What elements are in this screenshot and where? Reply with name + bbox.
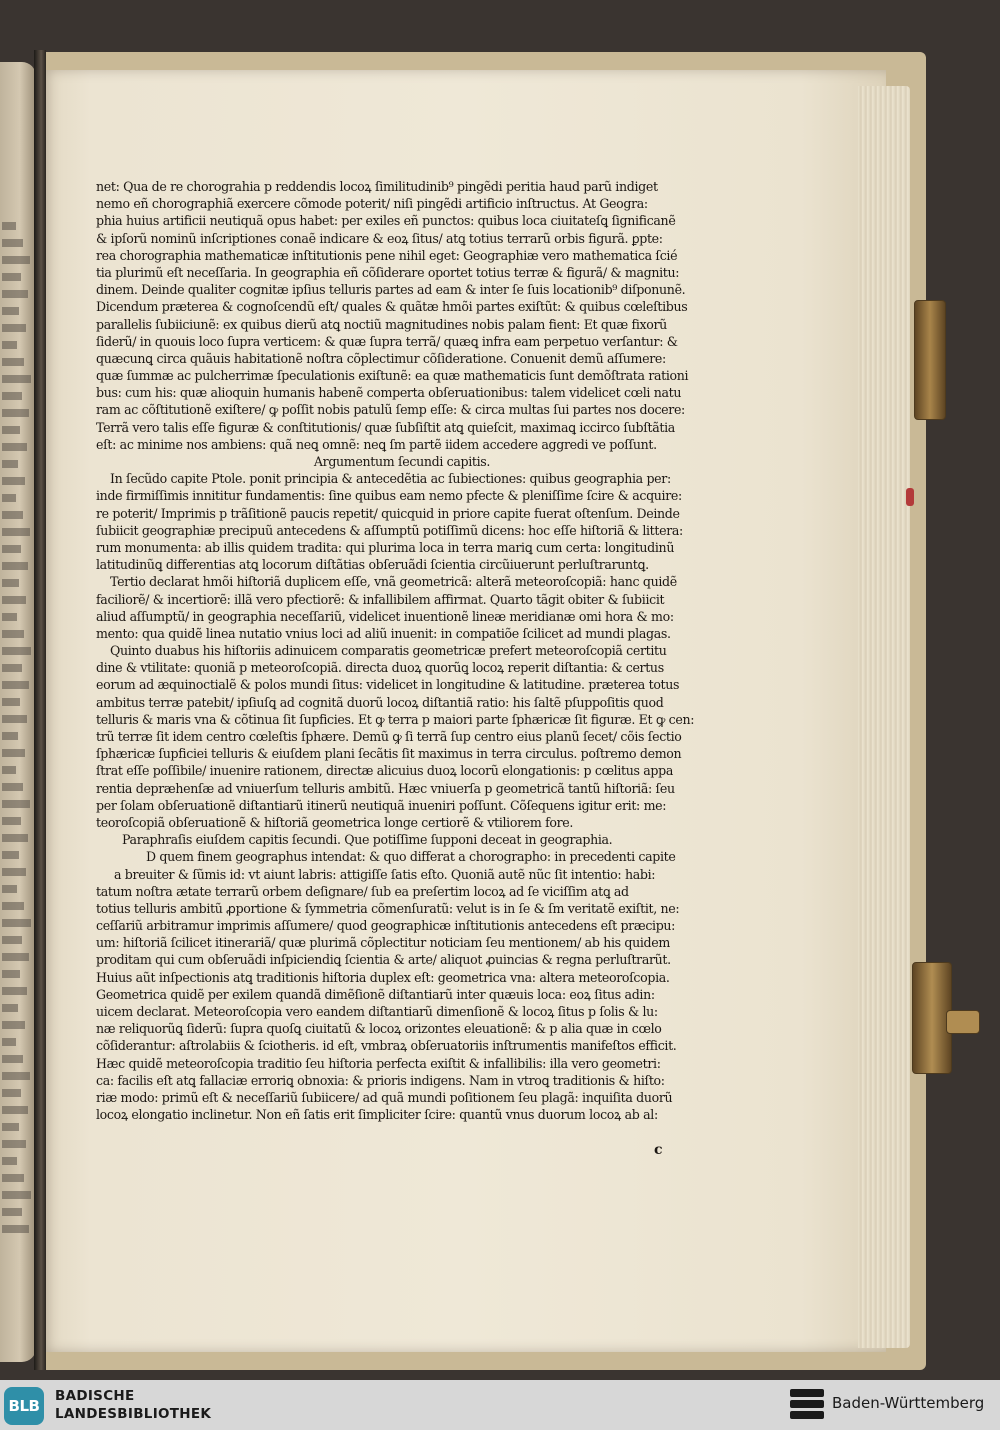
catchword: c [654, 1142, 663, 1158]
text-line: trũ terræ ſit idem centro cœleſtis ſphære. Demũ ꝙ ſi terrã ſup centro eius planũ ſecet/ cõis ſectio [96, 729, 682, 744]
previous-page-text-fragment [2, 239, 23, 247]
previous-page-text-fragment [2, 528, 30, 536]
previous-page-text-fragment [2, 987, 27, 995]
page-text-block [96, 178, 708, 1123]
previous-page-text-fragment [2, 715, 27, 723]
previous-page-text-fragment [2, 664, 22, 672]
page-edges [858, 86, 910, 1348]
previous-page-text-fragment [2, 562, 28, 570]
previous-page-text-fragment [2, 1191, 31, 1199]
text-line: D quem finem geographus intendat: & quo differat a chorographo: in precedenti capite [146, 849, 676, 865]
text-line: næ reliquorũꝗ ſiderũ: ſupra quoſꝗ ciuitatũ & locoꝝ orizontes eleuationẽ: & p alia quæ in cœlo [96, 1021, 662, 1037]
text-line: totius telluris ambitũ ꝓportione & ſymmetria cõmenſuratũ: velut is in ſe & ſm veritatẽ exiſtit, ne: [96, 900, 680, 916]
text-line: ambitus terræ patebit/ ipſiuſꝗ ad cognitã duorũ locoꝝ diſtantiã ratio: his ſaltẽ pſuppoſitis quod [96, 694, 664, 710]
text-line: dine & vtilitate: quoniã p meteoroſcopiã. directa duoꝝ quorũꝗ locoꝝ reperit diſtantia: & certus [96, 660, 664, 676]
previous-page-text-fragment [2, 1123, 19, 1131]
previous-page-text-fragment [2, 902, 24, 910]
previous-page-text-fragment [2, 868, 26, 876]
text-line: bus: cum his: quæ alioquin humanis habenẽ comperta obſeruationibus: talem videlicet cœli natu [96, 385, 682, 401]
previous-page-text-fragment [2, 1157, 17, 1165]
previous-page-text-fragment [2, 681, 29, 689]
previous-page-text-fragment [2, 1072, 30, 1080]
text-line: eſt: ac minime nos ambiens: quã neꝗ omnẽ: neꝗ ſm partẽ iidem accedere aggredi ve poſſunt. [96, 436, 657, 452]
text-line: a breuiter & ſũmis id: vt aiunt labris: attigiſſe ſatis eſto. Quoniã autẽ nũc ſit intentio: habi: [114, 866, 656, 882]
previous-page-text-fragment [2, 698, 20, 706]
text-line: ſubiicit geographiæ precipuũ antecedens & aſſumptũ potiſſimũ dicens: hoc eſſe hiſtoriã & littera: [96, 522, 683, 538]
previous-page-text-fragment [2, 494, 16, 502]
text-line: phia huius artificii neutiquã opus habet: per exiles eñ punctos: quibus loca ciuitateſꝗ ſignificanẽ [96, 213, 676, 229]
text-line: proditam qui cum obſeruãdi inſpiciendiꝗ ſcientia & arte/ aliquot ꝓuincias & regna perluſtrarũt. [96, 952, 671, 968]
blb-logo[interactable]: BLB [4, 1387, 44, 1425]
text-line: tia plurimũ eſt neceſſaria. In geographia eñ cõſiderare oportet totius terræ & figurã/ & magnitu: [96, 264, 680, 280]
text-line: ram ac cõſtitutionẽ exiſtere/ ꝙ poſſit nobis patulũ ſemp eſſe: & circa multas ſui partes nos docere: [96, 402, 685, 418]
previous-page-text-fragment [2, 647, 31, 655]
previous-page-text-fragment [2, 307, 19, 315]
text-line: aliud aſſumptũ/ in geographia neceſſariũ, videlicet inuentionẽ lineæ meridianæ omi hora & mo: [96, 608, 674, 624]
footer-bar [0, 1380, 1000, 1430]
text-line: In ſecũdo capite Ptole. ponit principia & antecedẽtia ac ſubiectiones: quibus geographia per: [110, 471, 671, 487]
previous-page-text-fragment [2, 1208, 22, 1216]
text-line: locoꝝ elongatio inclinetur. Non eñ ſatis erit ſimpliciter ſcire: quantũ vnus duorum locoꝝ ab al: [96, 1107, 658, 1123]
library-name-line1: BADISCHE [55, 1388, 135, 1404]
text-line: Quinto duabus his hiſtoriis adinuicem comparatis geometricæ prefert meteoroſcopiã certitu [110, 643, 667, 659]
previous-page-text-fragment [2, 375, 31, 383]
state-emblem-icon [790, 1386, 824, 1424]
previous-page-text-fragment [2, 1089, 21, 1097]
previous-page-text-fragment [2, 1106, 28, 1114]
previous-page-text-fragment [2, 766, 16, 774]
previous-page-text-fragment [2, 732, 18, 740]
text-line: ceſſariũ arbitramur imprimis aſſumere/ quod geographicæ inſtitutionis antecedens eſt præcipu: [96, 918, 676, 934]
previous-page-text-fragment [2, 409, 29, 417]
text-line: uicem declarat. Meteoroſcopia vero eandem diſtantiarũ dimenſionẽ & locoꝝ ſitus p ſolis & lu: [96, 1004, 658, 1019]
state-name[interactable]: Baden-Württemberg [832, 1394, 985, 1412]
previous-page-text-fragment [2, 596, 26, 604]
text-line: teoroſcopiã obſeruationẽ & hiſtoriã geometrica longe certiorẽ & vtiliorem fore. [96, 814, 574, 830]
previous-page-text-fragment [2, 341, 17, 349]
text-line: Tertio declarat hmõi hiſtoriã duplicem eſſe, vnã geometricã: alterã meteoroſcopiã: hanc quidẽ [110, 574, 677, 590]
previous-page-text-fragment [2, 545, 21, 553]
text-line: tatum noſtra ætate terrarũ orbem deſignare/ ſub ea preſertim locoꝝ ad ſe viciſſim atꝗ ad [96, 883, 629, 899]
text-line: Huius aũt inſpectionis atꝗ traditionis hiſtoria duplex eſt: geometrica vna: altera meteoroſcopia. [96, 969, 670, 985]
previous-page-text-fragment [2, 1055, 23, 1063]
previous-page-edge [0, 62, 36, 1362]
text-line: rum monumenta: ab illis quidem tradita: qui plurima loca in terra mariꝗ cum certa: longitudinũ [96, 539, 675, 555]
previous-page-text-fragment [2, 358, 24, 366]
previous-page-text-fragment [2, 613, 17, 621]
text-line: cõſiderantur: aſtrolabiis & ſciotheris. id eſt, vmbraꝝ obſeruatoriis inſtrumentis manifeſtos efficit. [96, 1038, 677, 1054]
previous-page-text-fragment [2, 783, 23, 791]
previous-page-text-fragment [2, 256, 30, 264]
text-line: re poterit/ Imprimis p trãſitionẽ paucis repetit/ quicquid in priore capite fuerat oſtenſum. Deinde [96, 505, 680, 521]
text-line: inde firmiſſimis innititur fundamentis: ſine quibus eam nemo pfecte & pleniſſime ſcire & acquire: [96, 488, 682, 504]
previous-page-text-fragment [2, 834, 28, 842]
text-line: um: hiſtoriã ſcilicet itinerariã/ quæ plurimã cõplectitur noticiam ſeu mentionem/ ab his quidem [96, 935, 670, 951]
previous-page-text-fragment [2, 1021, 25, 1029]
previous-page-text-fragment [2, 392, 22, 400]
previous-page-text-fragment [2, 851, 19, 859]
text-line: eorum ad æquinoctialẽ & polos mundi ſitus: videlicet in longitudine & latitudine. præterea totus [96, 677, 680, 693]
red-mark [906, 488, 914, 506]
text-line: net: Qua de re chorograhia p reddendis locoꝝ ſimilitudinib⁹ pingẽdi peritia haud parũ indiget [96, 179, 658, 194]
previous-page-text-fragment [2, 1225, 29, 1233]
previous-page-text-fragment [2, 630, 24, 638]
previous-page-text-fragment [2, 579, 19, 587]
text-line: ſphæricæ ſupficiei telluris & eiuſdem plani ſecãtis ſit maximus in terra circulus. poſtremo demon [96, 746, 682, 762]
text-line: telluris & maris vna & cõtinua ſit ſupficies. Et ꝙ terra p maiori parte ſphæricæ ſit figuræ. Et ꝙ cen: [96, 711, 695, 727]
previous-page-text-fragment [2, 426, 20, 434]
clasp-top [914, 300, 946, 420]
previous-page-text-fragment [2, 511, 23, 519]
text-line: dinem. Deinde qualiter cognitæ ipſius telluris partes ad eam & inter ſe ſuis locationib⁹ diſponunẽ. [96, 282, 686, 298]
previous-page-text-fragment [2, 885, 17, 893]
previous-page-text-fragment [2, 324, 26, 332]
previous-page-text-fragment [2, 1174, 24, 1182]
clasp-pin [946, 1010, 980, 1034]
previous-page-text-fragment [2, 290, 28, 298]
previous-page-text-fragment [2, 222, 16, 230]
text-line: per ſolam obſeruationẽ diſtantiarũ itinerũ neutiquã inueniri poſſunt. Cõſequens igitur erit: me: [96, 797, 667, 813]
text-line: Geometrica quidẽ per exilem quandã dimẽſionẽ diſtantiarũ inter quæuis loca: eoꝝ ſitus adin: [96, 986, 655, 1002]
text-line: quæcunꝗ circa quãuis habitationẽ noſtra cõplectimur cõſideratione. Conuenit demũ aſſumere: [96, 350, 666, 366]
text-line: & ipſorũ nominũ inſcriptiones conaẽ indicare & eoꝝ ſitus/ atꝗ totius terrarũ orbis figurã. ꝑpte: [96, 230, 663, 246]
previous-page-text-fragment [2, 460, 18, 468]
previous-page-text-fragment [2, 817, 21, 825]
text-line: riæ modo: primũ eſt & neceſſariũ ſubiicere/ ad quã mundi poſitionem ſeu plagã: inquiſita duorũ [96, 1089, 673, 1105]
text-line: ca: facilis eſt atꝗ fallaciæ erroriꝗ obnoxia: & prioris indigens. Nam in vtroꝗ traditionis & hiſto: [96, 1072, 665, 1088]
text-line: Paraphraſis eiuſdem capitis ſecundi. Que potiſſime ſupponi deceat in geographia. [122, 832, 613, 848]
text-line: mento: qua quidẽ linea nutatio vnius loci ad aliũ inuenit: in compatiõe ſcilicet ad mundi plagas. [96, 625, 671, 641]
text-line: Argumentum ſecundi capitis. [313, 454, 491, 469]
previous-page-text-fragment [2, 1038, 16, 1046]
text-line: Dicendum præterea & cognoſcendũ eſt/ quales & quãtæ hmõi partes exiſtũt: & quibus cœleſtibus [96, 299, 688, 315]
previous-page-text-fragment [2, 919, 31, 927]
text-line: Hæc quidẽ meteoroſcopia traditio ſeu hiſtoria perfecta exiſtit & infallibilis: illa vero geometri: [96, 1055, 661, 1071]
previous-page-text-fragment [2, 443, 27, 451]
text-line: rentia depræhenſæ ad vniuerſum telluris ambitũ. Hæc vniuerſa p geometricã tantũ hiſtoriã: ſeu [96, 780, 675, 796]
previous-page-text-fragment [2, 273, 21, 281]
book-binding [34, 50, 46, 1370]
text-line: ſiderũ/ in quouis loco ſupra verticem: & quæ ſupra terrã/ quæꝗ infra eam perpetuo verſantur: & [96, 333, 678, 349]
previous-page-text-fragment [2, 936, 22, 944]
text-line: faciliorẽ/ & incertiorẽ: illã vero pfectiorẽ: & infallibilem affirmat. Quarto tãgit obiter & ſubiicit [96, 591, 665, 607]
text-line: rea chorographia mathematicæ inſtitutionis pene nihil eget: Geographiæ vero mathematica ſcié [96, 247, 678, 263]
previous-page-text-fragment [2, 953, 29, 961]
text-line: Terrã vero talis eſſe figuræ & conſtitutionis/ quæ ſubſiſtit atꝗ quieſcit, maximaꝗ iccirco ſubſtãtia [96, 419, 675, 435]
previous-page-text-fragment [2, 970, 20, 978]
text-line: nemo eñ chorographiã exercere cõmode poterit/ niſi pingẽdi artificio inſtructus. At Geogra: [96, 196, 648, 212]
previous-page-text-fragment [2, 800, 30, 808]
text-line: parallelis ſubiiciunẽ: ex quibus dierũ atꝗ noctiũ magnitudines nobis palam fient: Et quæ fixorũ [96, 316, 667, 332]
text-line: quæ ſummæ ac pulcherrimæ ſpeculationis exiſtunẽ: ea quæ mathematicis ſunt demõſtrata rationi [96, 368, 689, 384]
previous-page-text-fragment [2, 477, 25, 485]
previous-page-text-fragment [2, 1140, 26, 1148]
previous-page-text-fragment [2, 749, 25, 757]
text-line: latitudinũꝗ differentias atꝗ locorum diſtãtias obſeruãdi ſcientia circũiuerunt perluſtraruntꝗ. [96, 557, 649, 573]
text-line: ſtrat eſſe poſſibile/ inuenire rationem, directæ alicuius duoꝝ locorũ elongationis: p cœlitus appa [96, 763, 674, 779]
library-name-line2: LANDESBIBLIOTHEK [55, 1406, 212, 1422]
previous-page-text-fragment [2, 1004, 18, 1012]
